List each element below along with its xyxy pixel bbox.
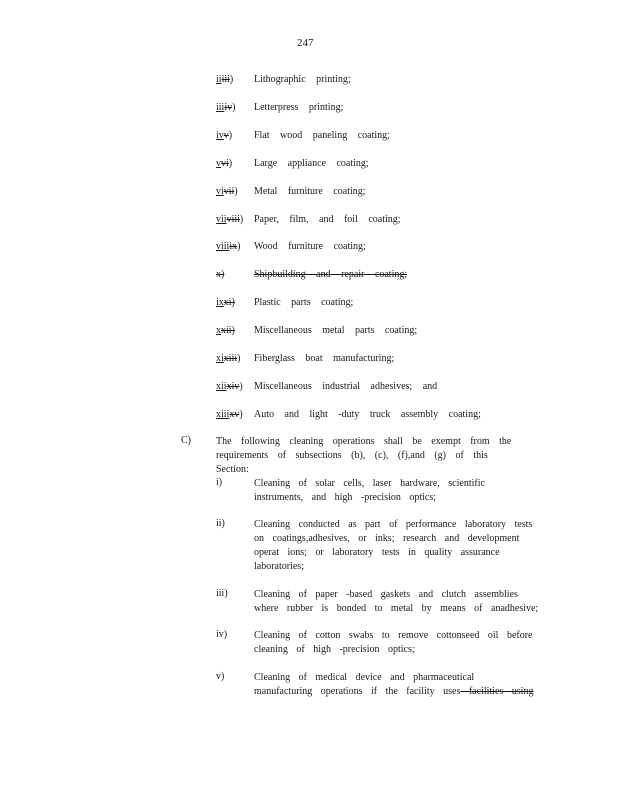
list-item-number	[216, 101, 235, 115]
inserted-numeral: vii	[216, 213, 227, 225]
list-item-number	[216, 213, 243, 227]
list-item-number	[216, 268, 224, 282]
sub-item-line: Cleaning conducted as part of performance laboratory tests	[254, 519, 533, 530]
list-item-text: Shipbuilding and repair coating;	[254, 269, 408, 281]
sub-item-line: laboratories;	[254, 561, 304, 572]
list-item-number	[216, 73, 233, 87]
numeral-close-paren: )	[239, 408, 243, 420]
inserted-numeral: xi	[216, 353, 224, 364]
deleted-numeral: ix	[229, 241, 238, 253]
list-item-text: Fiberglass boat manufacturing;	[254, 353, 395, 364]
inserted-numeral: viii	[216, 241, 230, 253]
list-item-text: Lithographic printing;	[254, 74, 351, 85]
inserted-numeral: xii	[216, 380, 227, 392]
deleted-numeral: xi)	[223, 297, 235, 309]
list-item-text: Auto and light -duty truck assembly coating;	[254, 408, 481, 420]
sub-item-number: ii)	[216, 518, 225, 529]
section-c-label: C)	[181, 435, 191, 446]
sub-item-number: i)	[216, 477, 223, 488]
list-item-text: Plastic parts coating;	[254, 297, 354, 309]
inserted-numeral: iv	[216, 129, 224, 141]
deleted-numeral: xiii	[223, 353, 238, 364]
sub-item-line: Cleaning of solar cells, laser hardware, scientific	[254, 478, 485, 489]
section-c-text	[216, 435, 516, 477]
sub-item-line: operat ions; or laboratory tests in quality assurance	[254, 547, 500, 558]
numeral-close-paren: )	[228, 129, 233, 141]
sub-item-line: instruments, and high -precision optics;	[254, 492, 437, 503]
inserted-numeral: iii	[216, 101, 225, 113]
sub-item-number: v)	[216, 671, 225, 682]
deleted-numeral: iv	[224, 101, 233, 113]
list-item-number	[216, 408, 243, 422]
inserted-numeral: ii	[216, 74, 222, 85]
inserted-numeral: ix	[216, 297, 224, 309]
deleted-numeral: x)	[216, 269, 225, 281]
deleted-numeral: viii	[226, 213, 240, 225]
sub-item-number: iii)	[216, 588, 228, 599]
sub-item-line: where rubber is bonded to metal by means of anadhesive;	[254, 603, 539, 614]
inserted-numeral: v	[216, 157, 221, 169]
deleted-numeral: vii	[223, 185, 235, 197]
sub-item-number: iv)	[216, 629, 228, 640]
list-item-text: Letterpress printing;	[254, 101, 344, 113]
list-item-text: Miscellaneous industrial adhesives; and	[254, 380, 438, 392]
deleted-numeral: xii)	[221, 325, 235, 337]
list-item-text: Large appliance coating;	[254, 157, 369, 169]
sub-item-text	[254, 518, 539, 574]
sub-item-line: cleaning of high -precision optics;	[254, 644, 415, 655]
sub-item-line: on coatings,adhesives, or inks; research and development	[254, 533, 520, 544]
list-item-number	[216, 324, 235, 338]
numeral-close-paren: )	[239, 380, 243, 392]
list-item-text: Miscellaneous metal parts coating;	[254, 325, 418, 337]
list-item-number	[216, 129, 232, 143]
numeral-close-paren: )	[228, 157, 233, 169]
section-c-line-1: The following cleaning operations shall be exempt from the	[216, 436, 512, 447]
inserted-numeral: x	[216, 325, 221, 337]
section-c-line-2: requirements of subsections (b), (c), (f),and (g) of this Section:	[216, 450, 488, 475]
list-item-number	[216, 352, 240, 366]
numeral-close-paren: )	[237, 353, 241, 364]
sub-item-text	[254, 629, 539, 657]
list-item-text: Metal furniture coating;	[254, 185, 366, 197]
list-item-number	[216, 240, 240, 254]
inserted-numeral: vi	[216, 185, 224, 197]
sub-item-text	[254, 477, 539, 505]
deleted-numeral: xv	[229, 408, 240, 420]
list-item-text: Paper, film, and foil coating;	[254, 213, 401, 225]
numeral-close-paren: )	[234, 185, 238, 197]
list-item-number	[216, 157, 232, 171]
deleted-numeral: xiv	[226, 380, 240, 392]
sub-item-line: Cleaning of medical device and pharmaceutical	[254, 672, 475, 683]
sub-item-text	[254, 671, 539, 699]
deleted-numeral: vi	[221, 157, 229, 169]
inserted-numeral: xiii	[216, 408, 230, 420]
deleted-numeral: iii	[221, 74, 230, 85]
list-item-text: Flat wood paneling coating;	[254, 129, 390, 141]
sub-item-line: Cleaning of cotton swabs to remove cottonseed oil before	[254, 630, 533, 641]
list-item-number	[216, 296, 235, 310]
list-item-number	[216, 185, 238, 199]
numeral-close-paren: )	[237, 241, 241, 253]
list-item-text: Wood furniture coating;	[254, 241, 366, 253]
numeral-close-paren: )	[232, 101, 236, 113]
numeral-close-paren: )	[239, 213, 244, 225]
sub-item-line: manufacturing operations if the facility uses facilities using	[254, 686, 534, 697]
deleted-text: facilities using	[460, 686, 534, 697]
sub-item-text	[254, 588, 539, 616]
sub-item-line: Cleaning of paper -based gaskets and clutch assemblies	[254, 589, 518, 600]
list-item-number	[216, 380, 243, 394]
numeral-close-paren: )	[229, 74, 234, 85]
page-number: 247	[297, 37, 314, 49]
deleted-numeral: v	[223, 129, 229, 141]
